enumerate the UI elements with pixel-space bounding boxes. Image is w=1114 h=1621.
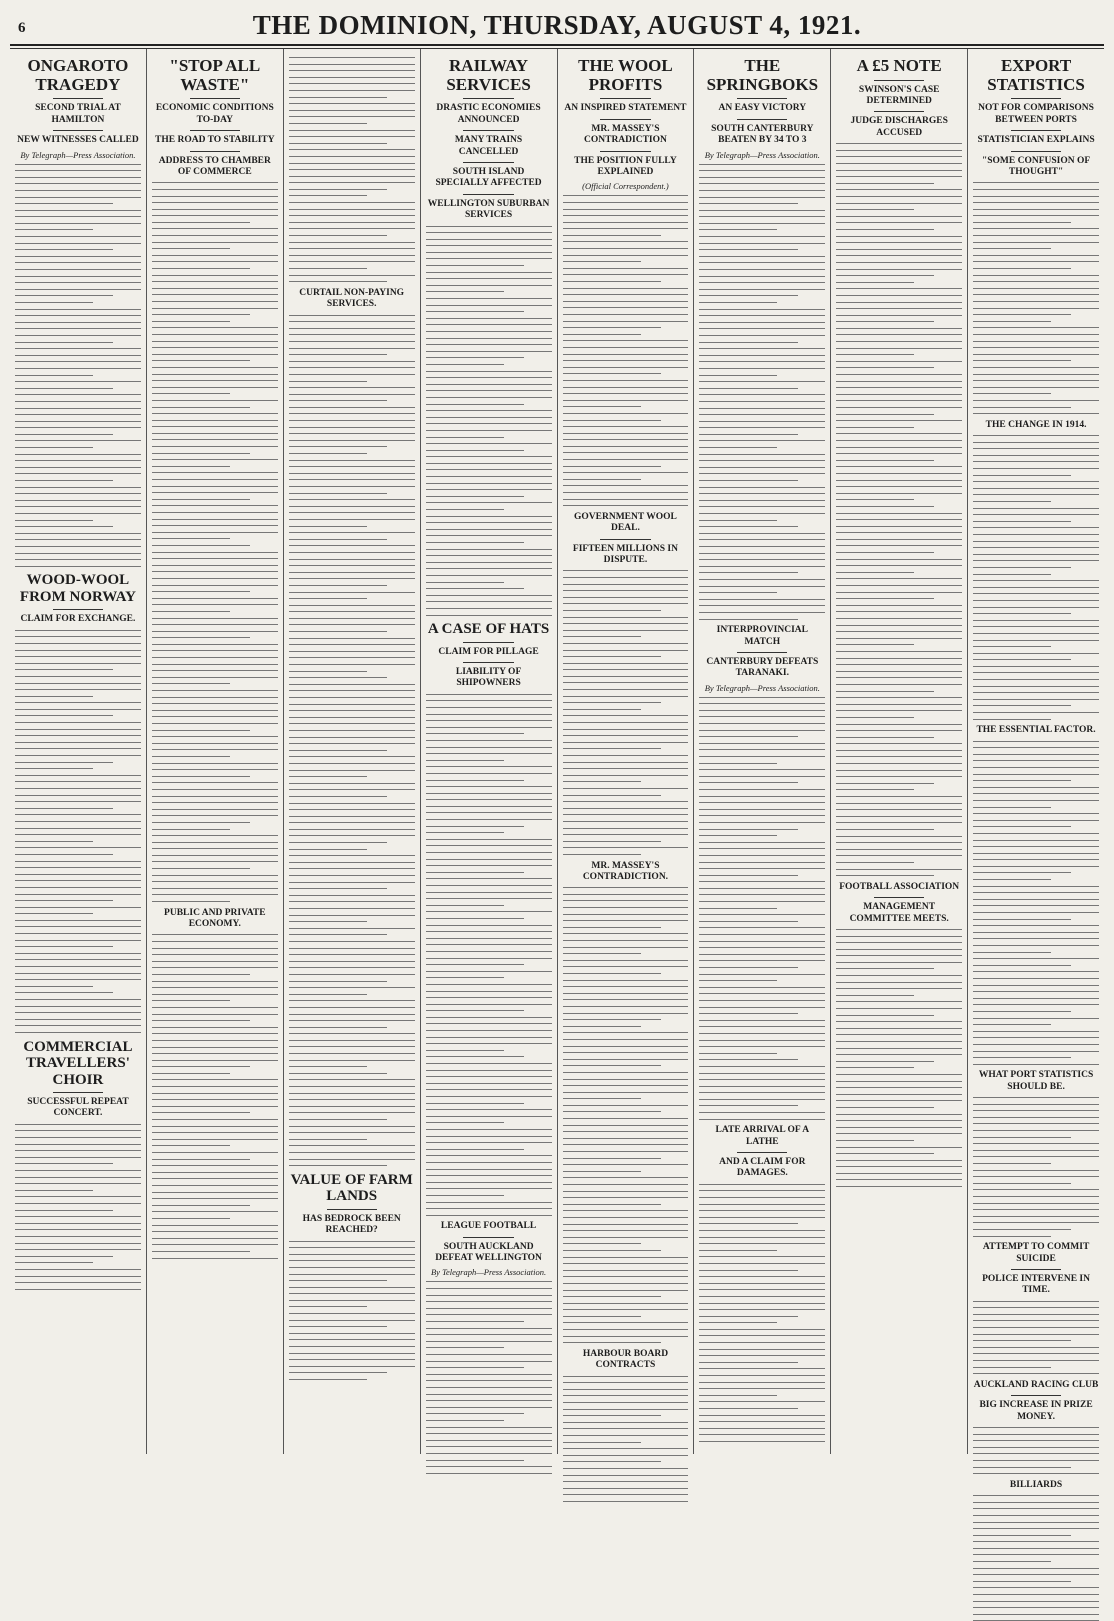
divider — [463, 194, 513, 195]
article — [563, 512, 689, 855]
divider — [53, 98, 103, 99]
article-byline: By Telegraph—Press Association. — [20, 149, 136, 160]
article-body-text — [289, 57, 415, 282]
article-subheading: CLAIM FOR EXCHANGE. — [20, 614, 136, 625]
divider — [600, 119, 650, 120]
article-subheading: THE ROAD TO STABILITY — [155, 135, 275, 146]
article-subheading: WHAT PORT STATISTICS SHOULD BE. — [978, 1070, 1094, 1092]
divider — [737, 98, 787, 99]
article-subheading: FOOTBALL ASSOCIATION — [839, 881, 960, 892]
article-subheading: MR. MASSEY'S CONTRADICTION. — [582, 860, 669, 882]
article-subheading: LIABILITY OF SHIPOWNERS — [455, 667, 522, 689]
divider — [463, 642, 513, 643]
article — [836, 57, 962, 876]
article-headline: THE WOOL PROFITS — [578, 56, 673, 94]
article-body-text — [973, 741, 1099, 1065]
article-body-text — [563, 195, 689, 506]
article-subheading: NEW WITNESSES CALLED — [17, 135, 139, 146]
divider — [874, 111, 924, 112]
divider — [463, 130, 513, 131]
article-body-text — [563, 887, 689, 1343]
article-subheading: ATTEMPT TO COMMIT SUICIDE — [982, 1242, 1090, 1264]
article-subheading: AN EASY VICTORY — [718, 103, 807, 114]
article-headline: EXPORT STATISTICS — [987, 56, 1085, 94]
article-headline: COMMERCIAL TRAVELLERS' CHOIR — [23, 1038, 133, 1088]
article-headline: RAILWAY SERVICES — [446, 56, 531, 94]
article-subheading: SWINSON'S CASE DETERMINED — [858, 84, 940, 107]
article-subheading: ECONOMIC CONDITIONS TO-DAY — [155, 103, 274, 125]
article-body-text — [289, 315, 415, 705]
article-subheading: AND A CLAIM FOR DAMAGES. — [719, 1157, 806, 1179]
article-headline: A £5 NOTE — [856, 56, 942, 75]
article-subheading: AN INSPIRED STATEMENT — [564, 103, 687, 114]
article — [563, 1349, 689, 1502]
article-subheading: THE ESSENTIAL FACTOR. — [976, 725, 1096, 736]
article-subheading: MANAGEMENT COMMITTEE MEETS. — [849, 902, 949, 924]
column-4 — [421, 49, 558, 1454]
article-subheading: HAS BEDROCK BEEN REACHED? — [302, 1213, 401, 1236]
column-3 — [284, 49, 421, 1454]
divider — [190, 151, 240, 152]
article-subheading: STATISTICIAN EXPLAINS — [977, 135, 1095, 146]
column-6 — [694, 49, 831, 1454]
article-body-text — [15, 630, 141, 1033]
article-subheading: MANY TRAINS CANCELLED — [454, 135, 523, 157]
article-body-text — [973, 182, 1099, 414]
article — [699, 625, 825, 1120]
page-number: 6 — [18, 20, 26, 36]
article-subheading: JUDGE DISCHARGES ACCUSED — [850, 116, 948, 138]
column-8 — [968, 49, 1104, 1490]
article-body-text — [426, 694, 552, 1216]
article-body-text — [836, 143, 962, 876]
column-2 — [147, 49, 284, 1454]
article-body-text — [289, 710, 415, 1166]
article — [289, 710, 415, 1166]
divider — [1011, 130, 1061, 131]
column-1 — [10, 49, 147, 1454]
article-subheading: INTERPROVINCIAL MATCH — [716, 625, 808, 647]
article-body-text — [152, 182, 278, 902]
article-subheading: SECOND TRIAL AT HAMILTON — [35, 103, 121, 125]
article-subheading: AUCKLAND RACING CLUB — [973, 1379, 1099, 1390]
article — [699, 1125, 825, 1442]
article — [426, 621, 552, 1216]
article — [289, 1172, 415, 1380]
article-subheading: SOUTH ISLAND SPECIALLY AFFECTED — [435, 166, 542, 189]
article-subheading: CURTAIL NON-PAYING SERVICES. — [299, 287, 405, 310]
article-subheading: SOUTH AUCKLAND DEFEAT WELLINGTON — [435, 1241, 542, 1264]
article-subheading: HARBOUR BOARD CONTRACTS — [582, 1348, 669, 1371]
article-headline: VALUE OF FARM LANDS — [290, 1171, 413, 1205]
divider — [874, 897, 924, 898]
article-body-text — [699, 164, 825, 620]
article-headline: "STOP ALL WASTE" — [169, 56, 261, 94]
article-body-text — [973, 1097, 1099, 1236]
article — [426, 1221, 552, 1473]
article-headline: THE SPRINGBOKS — [706, 56, 819, 94]
divider — [1011, 1395, 1061, 1396]
article — [973, 1480, 1099, 1621]
article-byline: By Telegraph—Press Association. — [704, 149, 820, 160]
article-body-text — [699, 697, 825, 1120]
article-subheading: LATE ARRIVAL OF A LATHE — [715, 1125, 810, 1147]
divider — [463, 662, 513, 663]
article-subheading: CLAIM FOR PILLAGE — [438, 646, 539, 657]
article-subheading: WELLINGTON SUBURBAN SERVICES — [427, 198, 550, 221]
article-headline: ONGAROTO TRAGEDY — [27, 56, 129, 94]
divider — [737, 1152, 787, 1153]
divider — [190, 130, 240, 131]
divider — [874, 80, 924, 81]
article-subheading: MR. MASSEY'S CONTRADICTION — [584, 123, 667, 146]
divider — [737, 652, 787, 653]
article — [15, 57, 141, 567]
columns-container — [10, 48, 1104, 1490]
article — [152, 57, 278, 902]
article — [15, 1039, 141, 1290]
article-body-text — [973, 1427, 1099, 1474]
article — [973, 1070, 1099, 1236]
divider — [600, 539, 650, 540]
article-body-text — [973, 1301, 1099, 1375]
article-subheading: PUBLIC AND PRIVATE ECONOMY. — [164, 907, 266, 930]
article-subheading: FIFTEEN MILLIONS IN DISPUTE. — [572, 543, 678, 565]
divider — [190, 98, 240, 99]
column-7 — [831, 49, 968, 1454]
divider — [1011, 98, 1061, 99]
article-subheading: DRASTIC ECONOMIES ANNOUNCED — [436, 103, 541, 125]
divider — [53, 1092, 103, 1093]
article — [426, 57, 552, 616]
masthead — [10, 8, 1104, 46]
article — [15, 572, 141, 1033]
article-subheading: ADDRESS TO CHAMBER OF COMMERCE — [158, 155, 271, 177]
article-byline: By Telegraph—Press Association. — [704, 682, 820, 693]
divider — [600, 98, 650, 99]
article — [563, 57, 689, 506]
article-body-text — [973, 435, 1099, 720]
article — [152, 908, 278, 1259]
article — [973, 1242, 1099, 1374]
article-headline: WOOD-WOOL FROM NORWAY — [19, 572, 136, 605]
article — [699, 57, 825, 620]
article-body-text — [426, 1281, 552, 1473]
divider — [463, 1237, 513, 1238]
divider — [1011, 151, 1061, 152]
article-byline: (Official Correspondent.) — [582, 181, 669, 192]
article-body-text — [973, 1495, 1099, 1621]
article-subheading: SUCCESSFUL REPEAT CONCERT. — [27, 1097, 129, 1119]
divider — [737, 119, 787, 120]
article — [289, 57, 415, 282]
column-5 — [558, 49, 695, 1454]
article-body-text — [836, 929, 962, 1187]
article-body-text — [563, 1376, 689, 1502]
article-subheading: CANTERBURY DEFEATS TARANAKI. — [706, 656, 819, 679]
article-subheading: BILLIARDS — [1009, 1479, 1063, 1490]
divider — [600, 151, 650, 152]
article-subheading: NOT FOR COMPARISONS BETWEEN PORTS — [978, 103, 1094, 125]
article — [973, 1380, 1099, 1474]
divider — [463, 162, 513, 163]
article-body-text — [15, 1124, 141, 1290]
article-subheading: GOVERNMENT WOOL DEAL. — [574, 511, 677, 534]
article — [836, 882, 962, 1187]
article-headline: A CASE OF HATS — [427, 621, 550, 638]
article-subheading: SOUTH CANTERBURY BEATEN BY 34 TO 3 — [711, 123, 814, 146]
article-body-text — [152, 934, 278, 1258]
divider — [463, 98, 513, 99]
article — [973, 725, 1099, 1064]
article — [973, 420, 1099, 720]
article-body-text — [15, 164, 141, 567]
article-subheading: THE POSITION FULLY EXPLAINED — [574, 155, 677, 177]
article-subheading: THE CHANGE IN 1914. — [985, 419, 1087, 430]
article — [973, 57, 1099, 414]
article-subheading: BIG INCREASE IN PRIZE MONEY. — [979, 1400, 1093, 1422]
article-byline: By Telegraph—Press Association. — [430, 1267, 547, 1278]
divider — [53, 130, 103, 131]
article-body-text — [426, 226, 552, 616]
article-body-text — [699, 1184, 825, 1442]
article-body-text — [563, 570, 689, 855]
article — [289, 288, 415, 705]
newspaper-title: THE DOMINION, THURSDAY, AUGUST 4, 1921. — [252, 10, 862, 40]
divider — [327, 1209, 377, 1210]
article-subheading: LEAGUE FOOTBALL — [440, 1221, 537, 1232]
divider — [53, 609, 103, 610]
article-subheading: "SOME CONFUSION OF THOUGHT" — [981, 155, 1091, 177]
article-subheading: POLICE INTERVENE IN TIME. — [982, 1273, 1090, 1296]
article — [563, 861, 689, 1344]
article-body-text — [289, 1241, 415, 1380]
divider — [1011, 1269, 1061, 1270]
